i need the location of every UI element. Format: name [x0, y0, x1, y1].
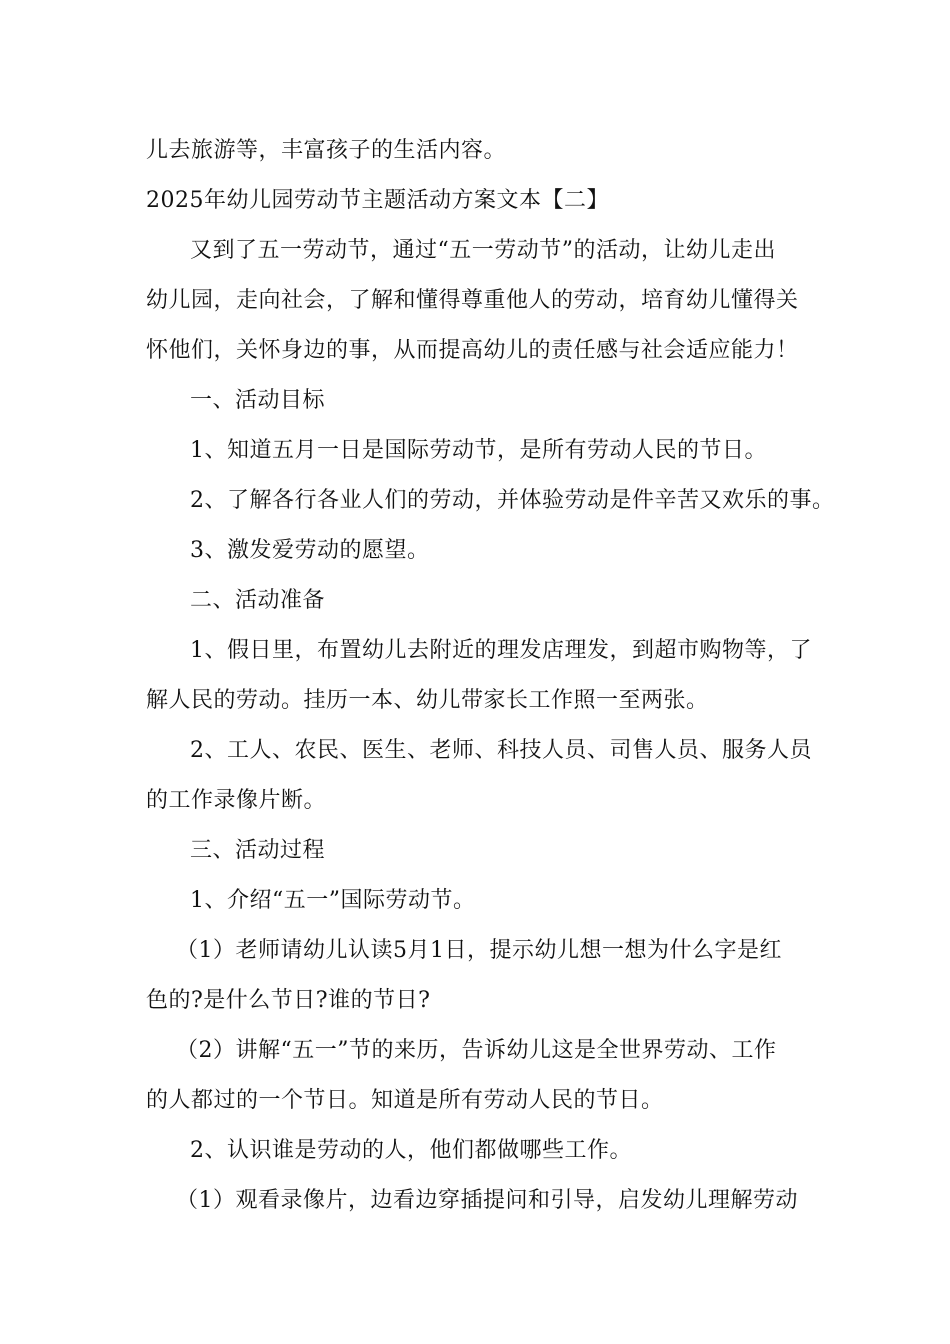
- text-line: 怀他们，关怀身边的事，从而提高幼儿的责任感与社会适应能力！: [146, 338, 799, 363]
- list-item: （1）观看录像片，边看边穿插提问和引导，启发幼儿理解劳动: [176, 1188, 798, 1213]
- list-item: （2）讲解“五一”节的来历，告诉幼儿这是全世界劳动、工作: [176, 1038, 777, 1063]
- list-item: 1、知道五月一日是国际劳动节，是所有劳动人民的节日。: [190, 438, 767, 463]
- list-item: 2、工人、农民、医生、老师、科技人员、司售人员、服务人员: [190, 738, 812, 763]
- list-item: 2、了解各行各业人们的劳动，并体验劳动是件辛苦又欢乐的事。: [190, 488, 835, 513]
- text-line: 色的?是什么节日?谁的节日?: [146, 988, 431, 1013]
- text-line: 儿去旅游等，丰富孩子的生活内容。: [146, 138, 507, 163]
- text-line: 的人都过的一个节日。知道是所有劳动人民的节日。: [146, 1088, 664, 1113]
- section-heading: 2025年幼儿园劳动节主题活动方案文本【二】: [146, 188, 609, 213]
- subsection-heading: 二、活动准备: [190, 588, 326, 613]
- text-line: 幼儿园，走向社会，了解和懂得尊重他人的劳动，培育幼儿懂得关: [146, 288, 799, 313]
- list-item: 2、认识谁是劳动的人，他们都做哪些工作。: [190, 1138, 632, 1163]
- list-item: 1、假日里，布置幼儿去附近的理发店理发，到超市购物等，了: [190, 638, 812, 663]
- list-item: 3、激发爱劳动的愿望。: [190, 538, 430, 563]
- text-line: 又到了五一劳动节，通过“五一劳动节”的活动，让幼儿走出: [190, 238, 776, 263]
- list-item: （1）老师请幼儿认读5月1日，提示幼儿想一想为什么字是红: [176, 938, 782, 963]
- text-line: 的工作录像片断。: [146, 788, 327, 813]
- text-line: 解人民的劳动。挂历一本、幼儿带家长工作照一至两张。: [146, 688, 709, 713]
- subsection-heading: 一、活动目标: [190, 388, 326, 413]
- list-item: 1、介绍“五一”国际劳动节。: [190, 888, 476, 913]
- subsection-heading: 三、活动过程: [190, 838, 326, 863]
